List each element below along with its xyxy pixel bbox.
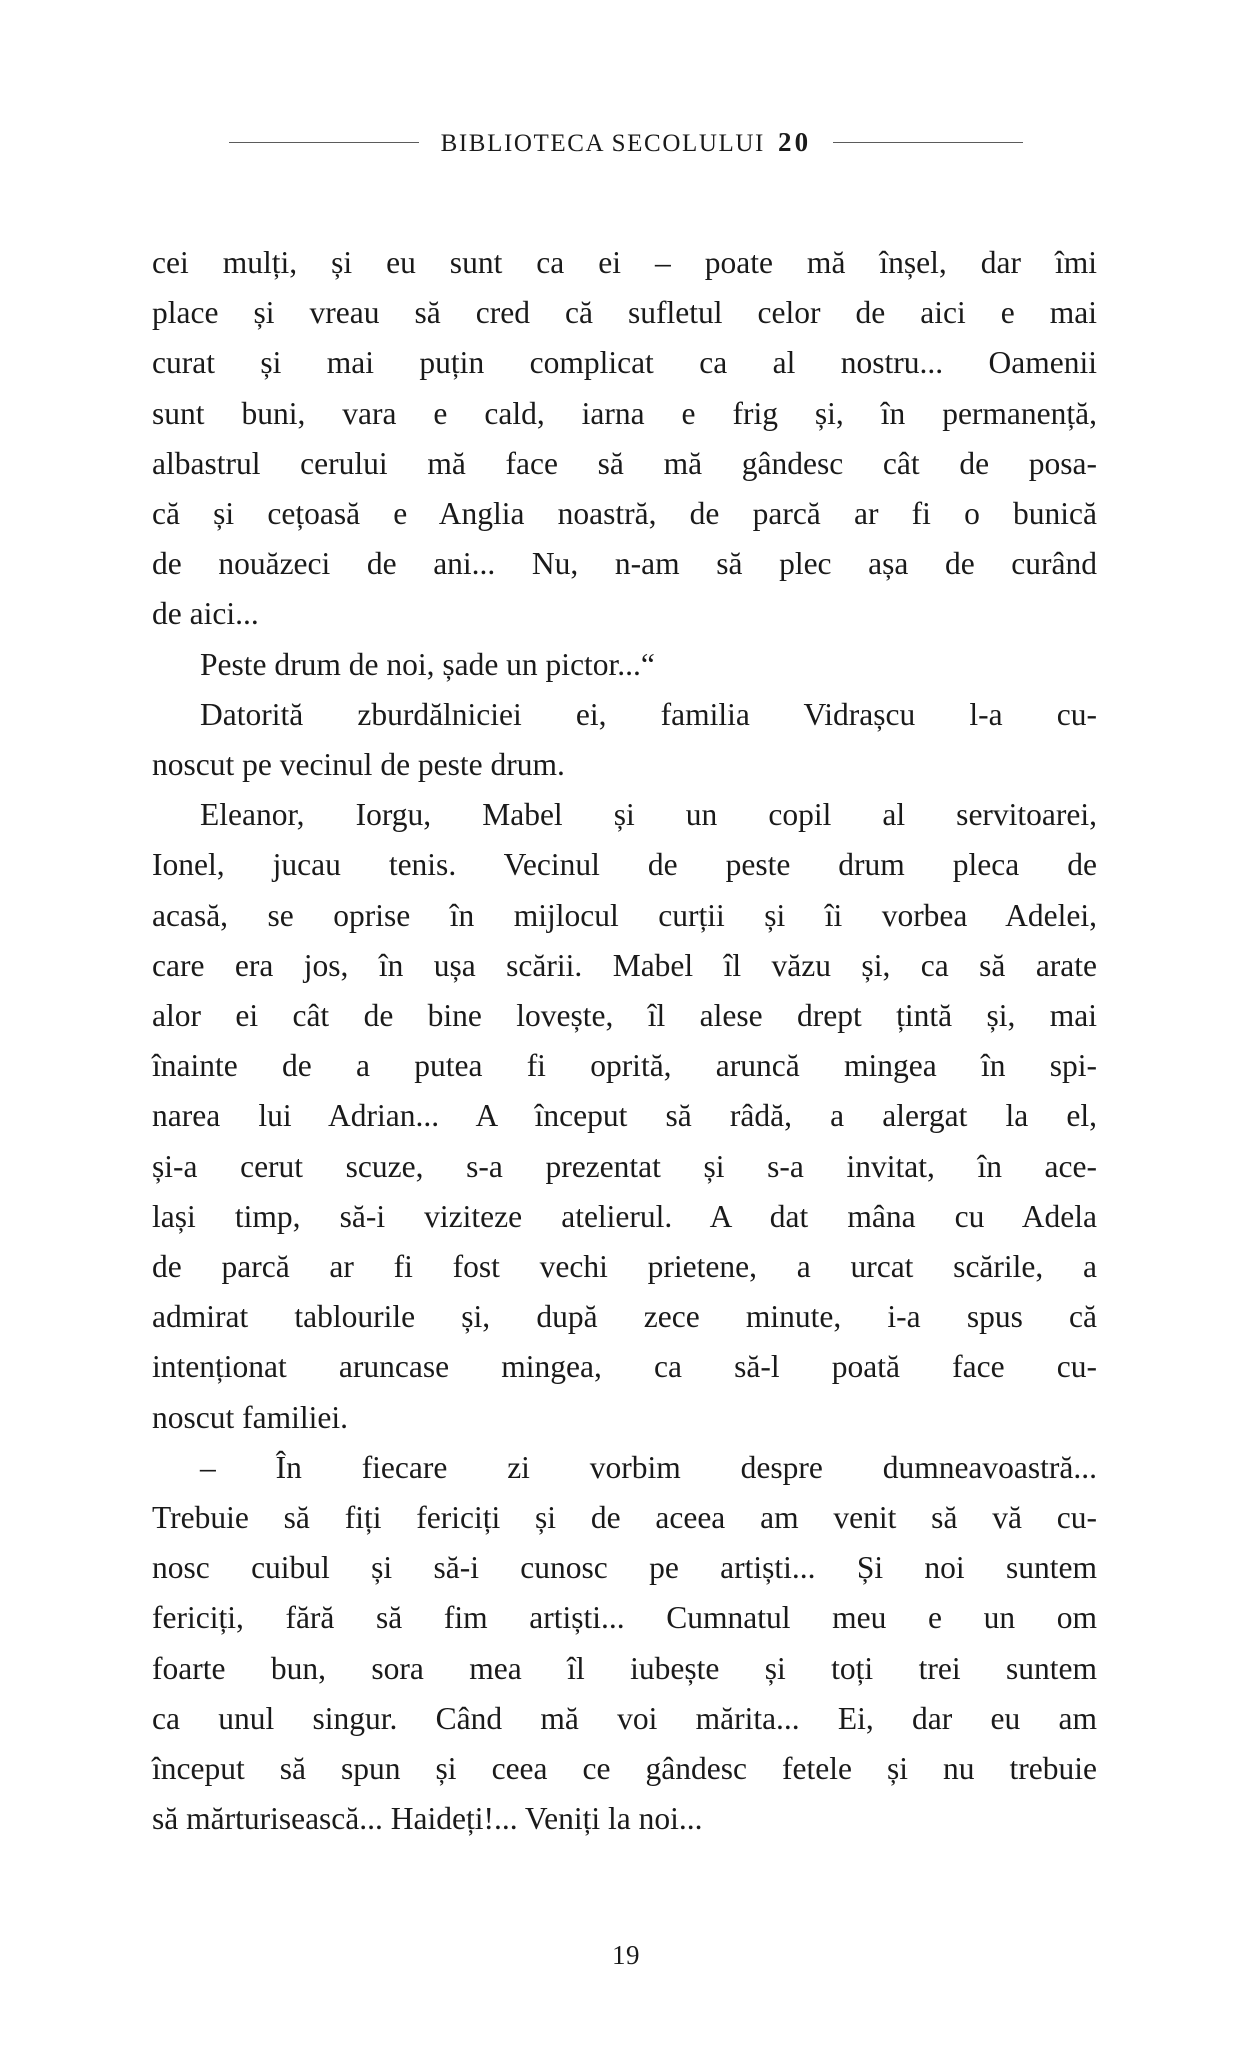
text-line: care era jos, în ușa scării. Mabel îl văzu și, ca să arate <box>152 947 1097 983</box>
text-line: de aici... <box>152 596 259 632</box>
text-line: admirat tablourile și, după zece minute, i-a spus că <box>152 1299 1097 1335</box>
body-text-block <box>152 238 1097 1845</box>
text-line: albastrul cerului mă face să mă gândesc cât de posa- <box>152 445 1097 481</box>
text-line: intenționat aruncase mingea, ca să-l poată face cu- <box>152 1349 1097 1385</box>
text-line: Eleanor, Iorgu, Mabel și un copil al servitoarei, <box>200 797 1097 833</box>
paragraph <box>152 238 1097 640</box>
text-line: Ionel, jucau tenis. Vecinul de peste drum pleca de <box>152 847 1097 883</box>
text-line: – În fiecare zi vorbim despre dumneavoastră... <box>200 1449 1097 1485</box>
text-line: noscut familiei. <box>152 1399 348 1435</box>
text-line: curat și mai puțin complicat ca al nostru... Oamenii <box>152 345 1097 381</box>
running-head-series-name: BIBLIOTECA SECOLULUI <box>440 129 765 157</box>
text-line: lași timp, să-i viziteze atelierul. A dat mâna cu Adela <box>152 1198 1097 1234</box>
text-line: place și vreau să cred că sufletul celor de aici e mai <box>152 295 1097 331</box>
text-line: înainte de a putea fi oprită, aruncă mingea în spi- <box>152 1048 1097 1084</box>
text-line: narea lui Adrian... A început să râdă, a alergat la el, <box>152 1098 1097 1134</box>
text-line: acasă, se oprise în mijlocul curții și îi vorbea Adelei, <box>152 897 1097 933</box>
text-line: să mărturisească... Haideți!... Veniți la noi... <box>152 1801 703 1837</box>
running-head-rule-left <box>229 142 419 143</box>
text-line: ca unul singur. Când mă voi mărita... Ei, dar eu am <box>152 1700 1097 1736</box>
paragraph <box>152 790 1097 1443</box>
text-line: și-a cerut scuze, s-a prezentat și s-a invitat, în ace- <box>152 1148 1097 1184</box>
paragraph <box>152 640 1097 690</box>
text-line: Peste drum de noi, șade un pictor...“ <box>200 646 655 682</box>
text-line: cei mulți, și eu sunt ca ei – poate mă înșel, dar îmi <box>152 245 1097 280</box>
text-line: Datorită zburdălniciei ei, familia Vidrașcu l-a cu- <box>200 696 1097 732</box>
text-line: foarte bun, sora mea îl iubește și toți trei suntem <box>152 1650 1097 1686</box>
paragraph <box>152 690 1097 790</box>
running-head-rule-right <box>833 142 1023 143</box>
running-head-title <box>441 127 812 158</box>
text-line: Trebuie să fiți fericiți și de aceea am venit să vă cu- <box>152 1500 1097 1536</box>
text-line: de parcă ar fi fost vechi prietene, a urcat scările, a <box>152 1249 1097 1285</box>
text-line: noscut pe vecinul de peste drum. <box>152 747 565 783</box>
running-head-series-number: 20 <box>777 126 812 157</box>
text-line: început să spun și ceea ce gândesc fetele și nu trebuie <box>152 1751 1097 1787</box>
text-line: fericiți, fără să fim artiști... Cumnatul meu e un om <box>152 1600 1097 1636</box>
text-line: nosc cuibul și să-i cunosc pe artiști... Și noi suntem <box>152 1550 1097 1586</box>
text-line: că și cețoasă e Anglia noastră, de parcă ar fi o bunică <box>152 496 1097 532</box>
text-line: sunt buni, vara e cald, iarna e frig și, în permanență, <box>152 395 1097 431</box>
paragraph <box>152 1443 1097 1845</box>
text-line: de nouăzeci de ani... Nu, n-am să plec așa de curând <box>152 546 1097 582</box>
page-number: 19 <box>612 1940 640 1970</box>
text-line: alor ei cât de bine lovește, îl alese drept țintă și, mai <box>152 998 1097 1034</box>
running-head <box>148 122 1104 162</box>
